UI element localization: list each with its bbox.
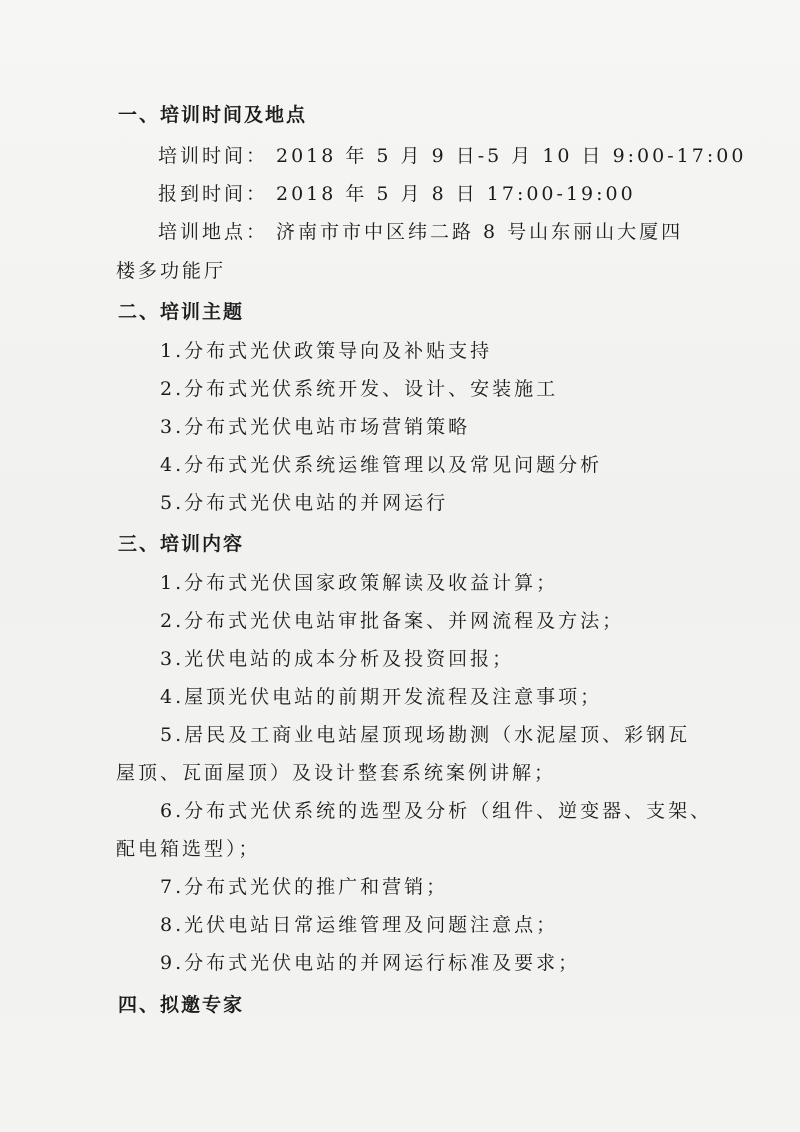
content-item: 5.居民及工商业电站屋顶现场勘测（水泥屋顶、彩钢瓦 bbox=[160, 724, 691, 746]
topic-item: 5.分布式光伏电站的并网运行 bbox=[160, 492, 449, 514]
checkin-time-row bbox=[158, 182, 636, 206]
content-item: 6.分布式光伏系统的选型及分析（组件、逆变器、支架、 bbox=[160, 800, 713, 822]
training-location-label: 培训地点： bbox=[158, 221, 269, 243]
section-heading-time-location: 一、培训时间及地点 bbox=[118, 104, 308, 126]
training-time-value: 2018 年 5 月 9 日-5 月 10 日 9:00-17:00 bbox=[276, 145, 747, 167]
training-time-label: 培训时间： bbox=[158, 145, 269, 167]
content-item: 7.分布式光伏的推广和营销； bbox=[160, 876, 449, 898]
content-item-continuation: 配电箱选型）； bbox=[116, 838, 261, 860]
section-heading-content: 三、培训内容 bbox=[118, 533, 245, 555]
topic-item: 2.分布式光伏系统开发、设计、安装施工 bbox=[160, 378, 559, 400]
section-heading-topics: 二、培训主题 bbox=[118, 301, 245, 323]
training-location-value: 济南市市中区纬二路 8 号山东丽山大厦四 bbox=[276, 221, 684, 243]
training-time-row bbox=[158, 144, 746, 168]
checkin-time-label: 报到时间： bbox=[158, 183, 269, 205]
content-item: 1.分布式光伏国家政策解读及收益计算； bbox=[160, 572, 559, 594]
content-item: 3.光伏电站的成本分析及投资回报； bbox=[160, 648, 515, 670]
checkin-time-value: 2018 年 5 月 8 日 17:00-19:00 bbox=[276, 183, 636, 205]
content-item: 9.分布式光伏电站的并网运行标准及要求； bbox=[160, 952, 581, 974]
training-location-row bbox=[158, 220, 683, 244]
content-item: 2.分布式光伏电站审批备案、并网流程及方法； bbox=[160, 610, 625, 632]
section-heading-experts: 四、拟邀专家 bbox=[118, 994, 245, 1016]
topic-item: 1.分布式光伏政策导向及补贴支持 bbox=[160, 340, 493, 362]
content-item: 8.光伏电站日常运维管理及问题注意点； bbox=[160, 914, 559, 936]
content-item: 4.屋顶光伏电站的前期开发流程及注意事项； bbox=[160, 686, 603, 708]
training-location-continuation: 楼多功能厅 bbox=[116, 260, 227, 282]
topic-item: 4.分布式光伏系统运维管理以及常见问题分析 bbox=[160, 454, 603, 476]
content-item-continuation: 屋顶、瓦面屋顶）及设计整套系统案例讲解； bbox=[116, 762, 557, 784]
topic-item: 3.分布式光伏电站市场营销策略 bbox=[160, 416, 471, 438]
